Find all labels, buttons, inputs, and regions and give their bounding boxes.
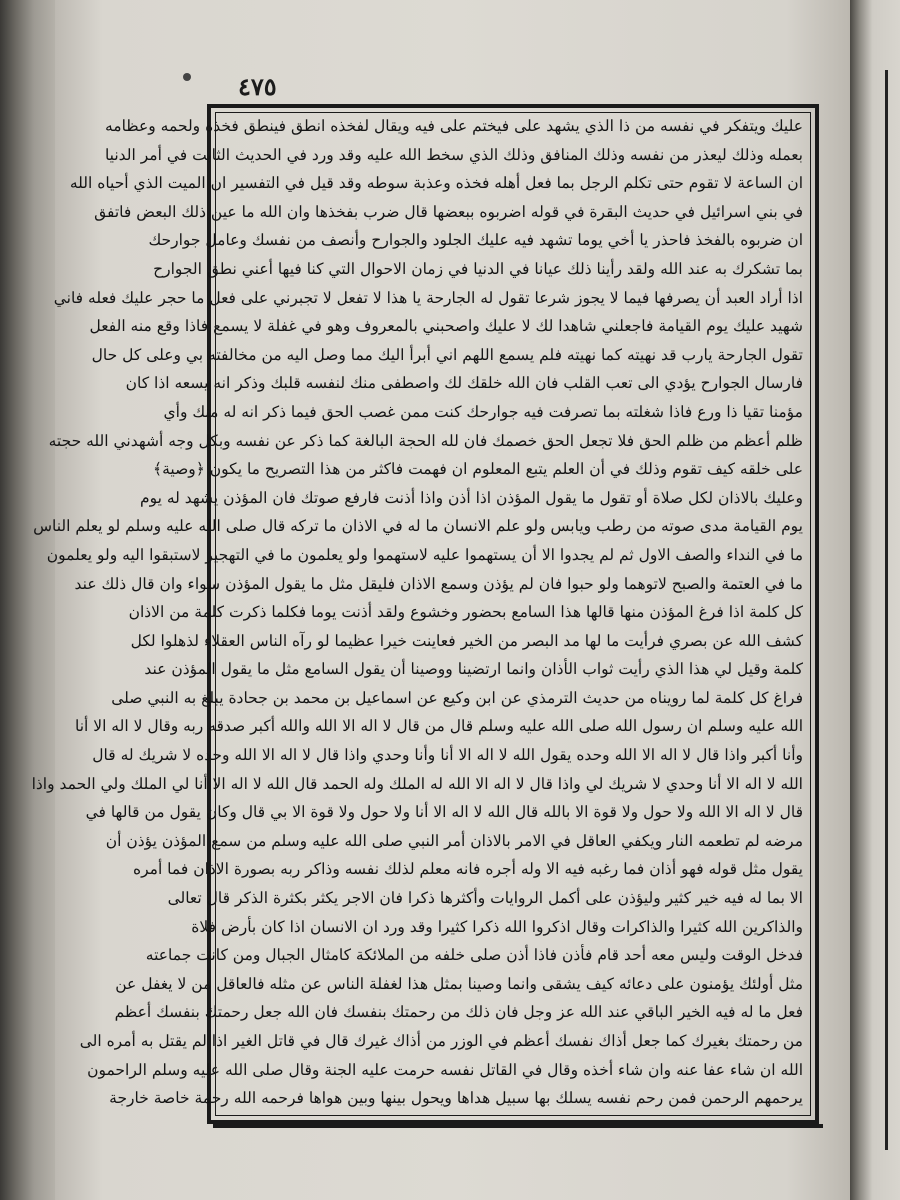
text-line: كل كلمة اذا فرغ المؤذن منها قالها هذا السامع بحضور وخشوع ولقد أذنت يوما فكلما ذكرت كلمة من الاذان <box>128 603 803 622</box>
text-line: قال لا اله الا الله ولا حول ولا قوة الا بالله قال الله لا اله الا أنا ولا حول ولا قوة الا بي قال وكان يقول من قالها في <box>85 803 803 822</box>
text-line: فارسال الجوارح يؤدي الى تعب القلب فان الله خلقك لك واصطفى منك لنفسه قلبك وذكر انه يسعه اذا كان <box>125 374 803 393</box>
text-line: ما في العتمة والصبح لاتوهما ولو حبوا فان لم يؤذن وسمع الاذان فليقل مثل ما يقول المؤذن سواء وان قال ذلك عند <box>74 574 803 593</box>
text-body <box>31 112 803 1113</box>
text-line: فراغ كل كلمة لما رويناه من حديث الترمذي عن ابن وكيع عن اسماعيل بن محمد بن جحادة يبلغ به النبي صلى <box>111 688 803 707</box>
adjacent-page-frame-rule <box>885 70 888 1150</box>
text-frame <box>31 104 819 1124</box>
text-line: الله لا اله الا أنا وحدي لا شريك لي واذا قال لا اله الا الله له الملك وله الحمد قال الله لا اله الا أنا لي الملك ولي الحمد واذا <box>31 774 803 793</box>
text-line: ما في النداء والصف الاول ثم لم يجدوا الا أن يستهموا عليه لاستهموا ولو يعلمون ما في التهجير لاستبقوا اليه ولو يعلمون <box>46 545 803 564</box>
text-line: يوم القيامة مدى صوته من رطب ويابس ولو علم الانسان ما له في الاذان ما تركه قال صلى الله عليه وسلم لو يعلم الناس <box>33 517 803 536</box>
text-line: فعل ما له فيه الخير الباقي عند الله عز وجل فان ذلك من رحمتك بنفسك فان الله جعل رحمتك بنفسك أعظم <box>114 1003 803 1022</box>
text-line: يقول مثل قوله فهو أذان فما رغبه فيه الا وله أجره فانه معلم لذلك نفسه وذاكر ربه بصورة الاذان فما أمره <box>132 860 803 879</box>
text-line: ان ضربوه بالفخذ فاحذر يا أخي يوما تشهد فيه عليك الجلود والجوارح وأنصف من نفسك وعامل جوارحك <box>148 231 803 250</box>
text-line: مرضه لم تطعمه النار ويكفي العاقل في الامر بالاذان أمر النبي صلى الله عليه وسلم من سمع المؤذن يؤذن أن <box>105 831 803 850</box>
text-line: ان الساعة لا تقوم حتى تكلم الرجل بما فعل أهله فخذه وعذبة سوطه وقد قيل في التفسير ان الميت الذي أحياه الله <box>69 174 803 193</box>
text-line: وعليك بالاذان لكل صلاة أو تقول ما يقول المؤذن اذا أذن واذا أذنت فارفع صوتك فان المؤذن يشهد له يوم <box>139 488 803 507</box>
text-line: كلمة وقيل لي هذا الذي رأيت ثواب الأذان وانما ارتضينا ووصينا أن يقول السامع مثل ما يقول المؤذن عند <box>144 660 803 679</box>
text-line: مؤمنا تقيا ذا ورع فاذا شغلته بما تصرفت فيه جوارحك كنت ممن غصب الحق فيما ذكر انه له منك وأي <box>163 402 803 421</box>
adjacent-page-edge <box>850 0 900 1200</box>
text-line: تقول الجارحة يارب قد نهيته كما نهيته فلم يسمع اللهم اني أبرأ اليك مما وصل اليه من مخالفته بي وعلى كل حال <box>91 345 803 364</box>
text-line: الا بما له فيه خير كثير وليؤذن على أكمل الروايات وأكثرها ذكرا فان الاجر يكثر بكثرة الذكر قال تعالى <box>167 889 803 908</box>
text-line: في بني اسرائيل في حديث البقرة في قوله اضربوه ببعضها قال ضرب بفخذها وان الله ما عين ذلك البعض فاتفق <box>94 202 803 221</box>
text-line: ظلم أعظم من ظلم الحق فلا تجعل الحق خصمك فان لله الحجة البالغة كما ذكر عن نفسه وبكل وجه أشهدني الله حجته <box>48 431 803 450</box>
text-line: الله عليه وسلم ان رسول الله صلى الله عليه وسلم قال من قال لا اله الا الله والله أكبر صدقه ربه وقال لا اله الا أنا <box>74 717 803 736</box>
text-line: والذاكرين الله كثيرا والذاكرات وقال اذكروا الله ذكرا كثيرا وقد ورد ان الانسان اذا كان بأرض فلاة <box>191 917 803 936</box>
frame-bottom-rule <box>213 1124 823 1128</box>
text-line: عليك ويتفكر في نفسه من ذا الذي يشهد على فيختم على فيه ويقال لفخذه انطق فينطق فخذه ولحمه وعظامه <box>104 117 803 135</box>
book-binding <box>0 0 62 1200</box>
text-line: على خلقه كيف تقوم وذلك في أن العلم يتبع المعلوم ان فهمت فاكثر من هذا التصريح ما يكون ﴿وصية﴾ <box>153 460 803 479</box>
text-line: شهيد عليك يوم القيامة فاجعلني شاهدا لك لا عليك واصحبني بالمعروف وهو في غفلة لا يسمع فاذا وقع منه الفعل <box>89 317 803 336</box>
text-line: الله ان شاء عفا عنه وان شاء أخذه وقال في القاتل نفسه حرمت عليه الجنة وقال صلى الله عليه وسلم الراحمون <box>87 1060 803 1079</box>
text-line: مثل أولئك يؤمنون على دعائه كيف يشقى وانما وصينا بمثل هذا لغفلة الناس عن مثله فالعاقل من لا يغفل عن <box>115 974 803 993</box>
page-number: ٤٧٥ <box>238 72 277 101</box>
text-line: من رحمتك بغيرك كما جعل أذاك نفسك أعظم في الوزر من أذاك غيرك قال في قاتل الغير اذا لم يقتل به أمره الى <box>79 1032 803 1050</box>
text-line: يرحمهم الرحمن فمن رحم نفسه يسلك بها سبيل هداها ويحول بينها وبين هواها فرحمه الله رحمة خاصة خارجة <box>109 1089 803 1108</box>
text-line: اذا أراد العبد أن يصرفها فيما لا يجوز شرعا تقول له الجارحة يا هذا لا تفعل لا تجبرني على فعل ما حجر عليك فعله فاني <box>53 288 803 307</box>
text-line: وأنا أكبر واذا قال لا اله الا الله وحده يقول الله لا اله الا أنا وأنا وحدي واذا قال لا اله الا الله وحده لا شريك له قال <box>92 746 803 765</box>
ink-spot <box>183 73 191 81</box>
text-line: كشف الله عن بصري فرأيت ما لها مد البصر من الخير فعاينت خيرا عظيما لو رآه الناس العقلاء لذهلوا لكل <box>130 631 803 650</box>
text-line: بعمله وذلك ليعذر من نفسه وذلك المنافق وذلك الذي سخط الله عليه وقد ورد في الحديث الثابت في أمر الدنيا <box>104 145 803 164</box>
text-line: بما تشكرك به عند الله ولقد رأينا ذلك عيانا في الدنيا في زمان الاحوال التي كنا فيها أعني نطق الجوارح <box>153 259 803 278</box>
text-line: فدخل الوقت وليس معه أحد قام فأذن فاذا أذن صلى خلفه من الملائكة كامثال الجبال ومن كانت جماعته <box>145 946 803 965</box>
